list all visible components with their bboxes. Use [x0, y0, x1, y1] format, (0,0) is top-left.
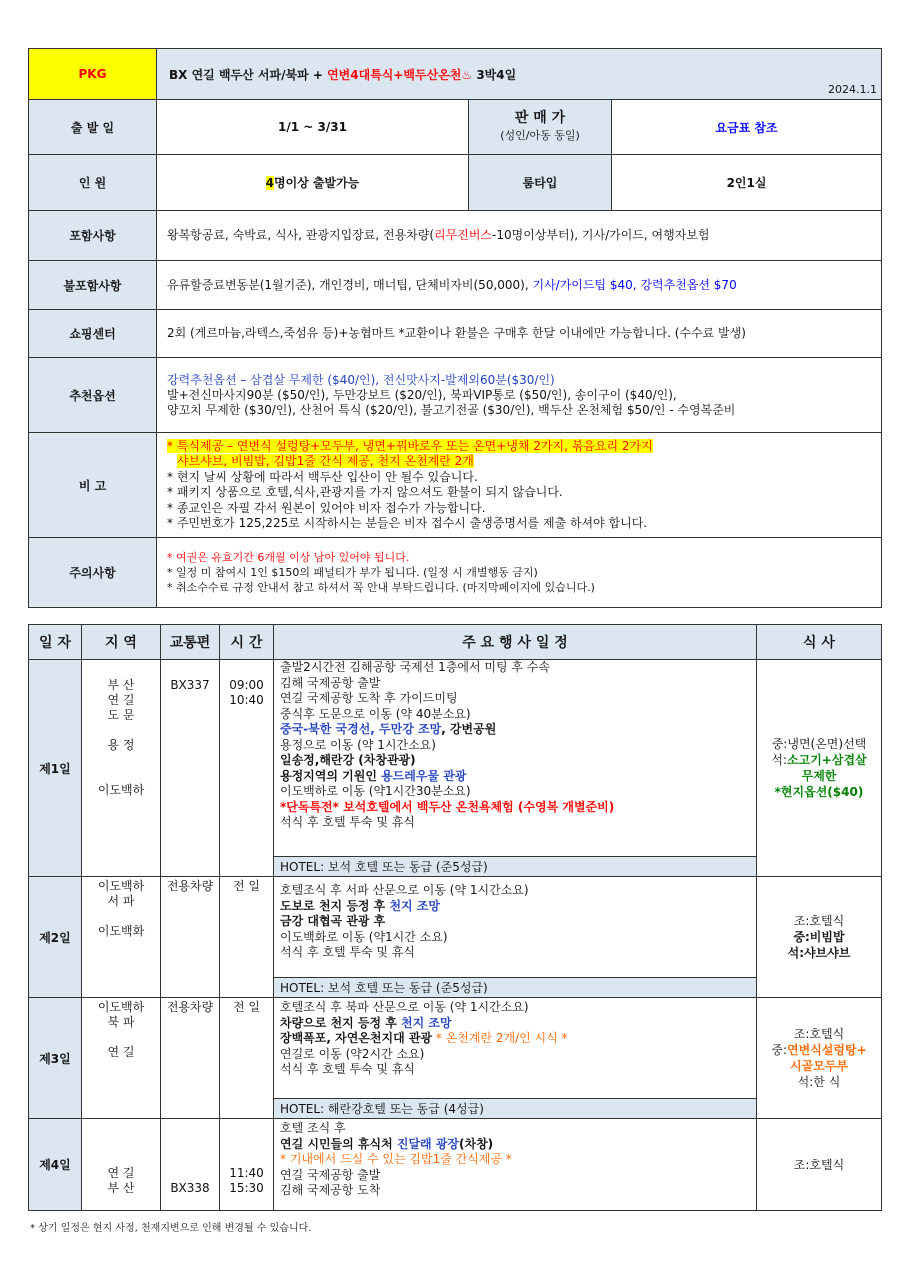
day-region: 이도백하 서 파 이도백화	[82, 877, 161, 998]
day-row	[29, 877, 882, 978]
price-label: 판 매 가 (성인/아동 동일)	[469, 100, 612, 155]
caution-label: 주의사항	[29, 538, 157, 608]
people-label: 인 원	[29, 155, 157, 211]
departure-value: 1/1 ~ 3/31	[157, 100, 469, 155]
itinerary-table	[28, 624, 882, 1211]
room-value: 2인1실	[612, 155, 882, 211]
day-meals: 조:호텔식 중:연변식설렁탕+ 시골모두부 석:한 식	[757, 998, 882, 1119]
caution-text: * 여권은 유효기간 6개월 이상 남아 있어야 됩니다. * 일정 미 참여시 1인 $150의 패널티가 부가 됩니다. (일정 시 개별행동 금지) * 취소수수료 규정 안내서 참고 하셔서 꼭 안내 부탁드립니다. (마지막페이지에 있습니다.)	[157, 538, 882, 608]
itinerary-footnote: * 상기 일정은 현지 사정, 천재지변으로 인해 변경될 수 있습니다.	[30, 1223, 312, 1234]
day-region: 이도백하 북 파 연 길	[82, 998, 161, 1119]
day-meals: 조:호텔식 중:비빔밥 석:샤브샤브	[757, 877, 882, 998]
day-row	[29, 1119, 882, 1211]
day-row	[29, 998, 882, 1099]
day-time: 09:00 10:40	[220, 660, 274, 877]
day-region: 부 산 연 길 도 문 용 정 이도백하	[82, 660, 161, 877]
day-hotel: HOTEL: 보석 호텔 또는 동급 (준5성급)	[274, 857, 757, 877]
day-activities: 출발2시간전 김해공항 국제선 1층에서 미팅 후 수속 김해 국제공항 출발 연길 국제공항 도착 후 가이드미팅 중식후 도문으로 이동 (약 40분소요) 중국-북한 국경선, 두만강 조망, 강변공원 용정으로 이동 (약 1시간소요) 일송정,해란강 (차창관광) 용정지역의 기원인 용드레우물 관광 이도백하로 이동 (약1시간30분소요) *단독특전* 보석호텔에서 백두산 온천욕체험 (수영복 개별준비) 석식 후 호텔 투숙 및 휴식	[274, 660, 757, 857]
excluded-text: 유류할증료변동분(1월기준), 개인경비, 매너팁, 단체비자비(50,000), 기사/가이드팁 $40, 강력추천옵션 $70	[157, 261, 882, 310]
options-text: 강력추천옵션 – 삼겹살 무제한 ($40/인), 전신맛사지-발제외60분($30/인) 발+전신마사지90분 ($50/인), 두만강보트 ($20/인), 북파VIP통로 ($50/인), 송이구이 ($40/인), 양꼬치 무제한 ($30/인), 산천어 특식 ($20/인), 불고기전골 ($30/인), 백두산 온천체험 $50/인 - 수영복준비	[157, 358, 882, 433]
pkg-badge: PKG	[29, 49, 157, 100]
day-label: 제3일	[29, 998, 82, 1119]
included-label: 포함사항	[29, 211, 157, 261]
day-label: 제2일	[29, 877, 82, 998]
day-meals: 중:냉면(온면)선택 석:소고기+삼겹살 무제한 *현지옵션($40)	[757, 660, 882, 877]
itinerary-header: 일 자 지 역 교통편 시 간 주 요 행 사 일 정 식 사	[29, 625, 882, 660]
day-region: 연 길 부 산	[82, 1119, 161, 1211]
price-value: 요금표 참조	[612, 100, 882, 155]
remarks-text: * 특식제공 – 연변식 설렁탕+모두부, 냉면+꿔바로우 또는 온면+냉채 2가지, 볶음요리 2가지 샤브샤브, 비빔밥, 김밥1줄 간식 제공, 천지 온천계란 2개 * 현지 날씨 상황에 따라서 백두산 입산이 안 될수 있습니다. * 패키지 상품으로 호텔,식사,관광지를 가지 않으셔도 환불이 되지 않습니다. * 종교인은 자필 각서 원본이 있어야 비자 접수가 가능합니다. * 주민번호가 125,225로 시작하시는 분들은 비자 접수시 출생증명서를 제출 하셔야 합니다.	[157, 433, 882, 538]
day-activities: 호텔 조식 후 연길 시민들의 휴식처 진달래 광장(차창) * 기내에서 드실 수 있는 김밥1줄 간식제공 * 연길 국제공항 출발 김해 국제공항 도착	[274, 1119, 757, 1211]
remarks-label: 비 고	[29, 433, 157, 538]
day-activities: 호텔조식 후 북파 산문으로 이동 (약 1시간소요) 차량으로 천지 등정 후 천지 조망 장백폭포, 자연온천지대 관광 * 온천계란 2개/인 시식 * 연길로 이동 (약2시간 소요) 석식 후 호텔 투숙 및 휴식	[274, 998, 757, 1099]
title-duration: 3박4일	[472, 67, 517, 82]
day-hotel: HOTEL: 보석 호텔 또는 동급 (준5성급)	[274, 978, 757, 998]
package-title	[157, 49, 882, 100]
day-row	[29, 660, 882, 857]
shopping-text: 2회 (게르마늄,라텍스,죽섬유 등)+농협마트 *교환이나 환불은 구매후 한달 이내에만 가능합니다. (수수료 발생)	[157, 310, 882, 358]
options-label: 추천옵션	[29, 358, 157, 433]
package-info-table	[28, 48, 882, 608]
room-label: 룸타입	[469, 155, 612, 211]
day-time: 11:40 15:30	[220, 1119, 274, 1211]
title-highlight: 연변4대특식+백두산온천♨	[327, 67, 473, 82]
people-value: 4명이상 출발가능	[157, 155, 469, 211]
day-time: 전 일	[220, 998, 274, 1119]
day-label: 제1일	[29, 660, 82, 877]
included-text: 왕복항공료, 숙박료, 식사, 관광지입장료, 전용차량(리무진버스-10명이상부터), 기사/가이드, 여행자보험	[157, 211, 882, 261]
day-transport: BX338	[161, 1119, 220, 1211]
excluded-label: 불포함사항	[29, 261, 157, 310]
document-date: 2024.1.1	[828, 83, 878, 96]
day-label: 제4일	[29, 1119, 82, 1211]
day-time: 전 일	[220, 877, 274, 998]
remarks-special-meals: * 특식제공 – 연변식 설렁탕+모두부, 냉면+꿔바로우 또는 온면+냉채 2가지, 볶음요리 2가지	[167, 438, 653, 453]
shopping-label: 쇼핑센터	[29, 310, 157, 358]
day-hotel: HOTEL: 해란강호텔 또는 동급 (4성급)	[274, 1099, 757, 1119]
departure-label: 출 발 일	[29, 100, 157, 155]
day-activities: 호텔조식 후 서파 산문으로 이동 (약 1시간소요) 도보로 천지 등정 후 천지 조망 금강 대협곡 관광 후 이도백화로 이동 (약1시간 소요) 석식 후 호텔 투숙 및 휴식	[274, 877, 757, 978]
day-meals: 조:호텔식	[757, 1119, 882, 1211]
day-transport: 전용차량	[161, 877, 220, 998]
day-transport: BX337	[161, 660, 220, 877]
day-transport: 전용차량	[161, 998, 220, 1119]
title-main: BX 연길 백두산 서파/북파 +	[169, 67, 328, 82]
